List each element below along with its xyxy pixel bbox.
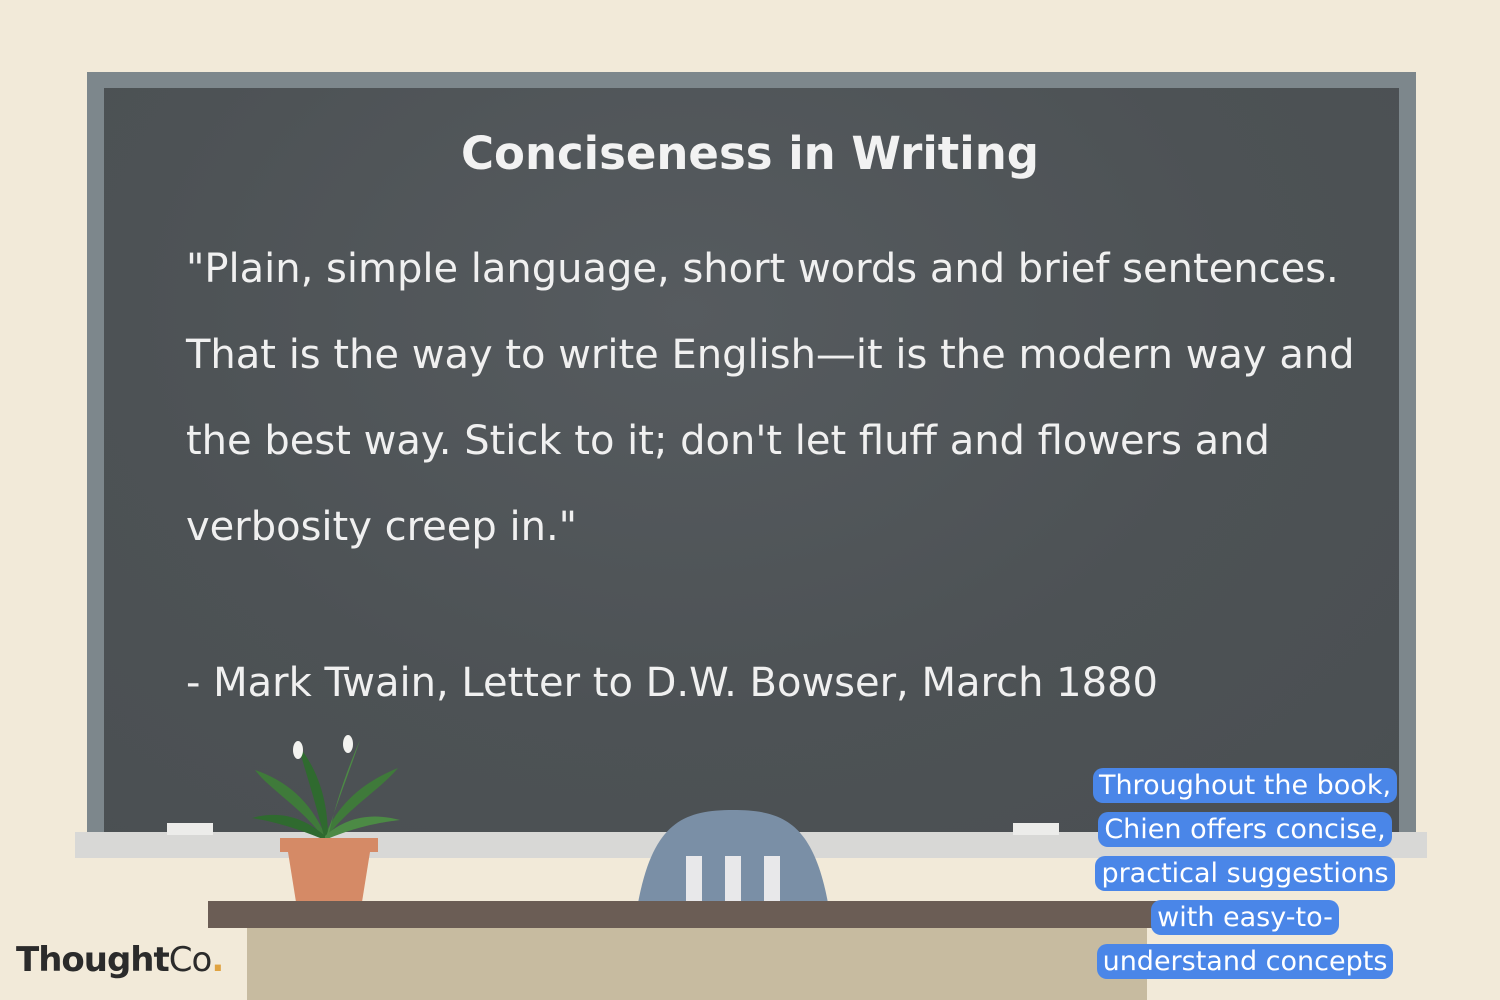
- logo-suffix: Co: [168, 940, 212, 980]
- chalk-piece-left: [167, 823, 213, 835]
- logo-dot: .: [211, 940, 224, 980]
- board-title: Conciseness in Writing: [461, 127, 1039, 180]
- caption-text: Throughout the book, Chien offers concise, practical suggestions with easy-to-understand concepts: [1093, 768, 1397, 979]
- desk-front: [247, 928, 1147, 1000]
- desk-top: [208, 901, 1198, 928]
- chalk-piece-right: [1013, 823, 1059, 835]
- quote-text: "Plain, simple language, short words and brief sentences. That is the way to write English—it is the modern way and the best way. Stick to it; don't let fluff and flowers and verbosity creep in.": [186, 246, 1355, 550]
- potted-plant-icon: [250, 730, 400, 905]
- quote-attribution: - Mark Twain, Letter to D.W. Bowser, March 1880: [186, 660, 1158, 706]
- chair-icon: [628, 808, 838, 903]
- caption-overlay: [1080, 764, 1410, 984]
- thoughtco-logo: [16, 940, 223, 980]
- logo-brand: Thought: [16, 940, 169, 980]
